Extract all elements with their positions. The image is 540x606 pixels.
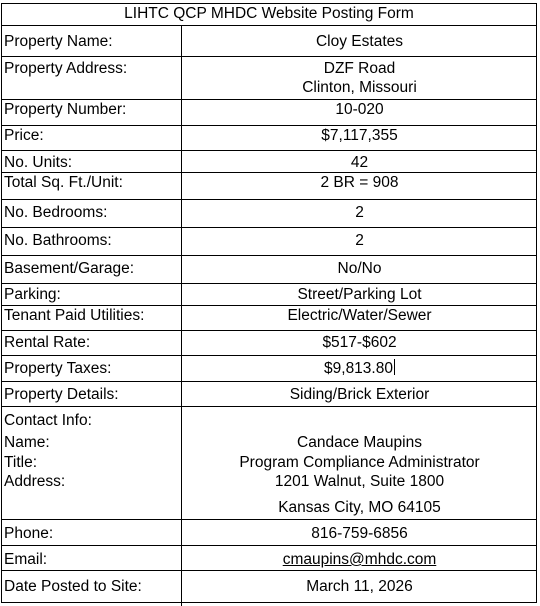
value-address-line1: DZF Road	[323, 60, 396, 77]
value-contact-name: Candace Maupins	[297, 434, 422, 451]
value-contact-address2: Kansas City, MO 64105	[278, 499, 441, 516]
label-units: No. Units:	[4, 154, 73, 171]
label-bedrooms: No. Bedrooms:	[4, 204, 108, 221]
value-bathrooms: 2	[355, 232, 364, 249]
label-rental-rate: Rental Rate:	[4, 334, 91, 351]
label-property-name: Property Name:	[4, 33, 113, 50]
value-phone: 816-759-6856	[311, 525, 408, 542]
label-basement-garage: Basement/Garage:	[4, 260, 135, 277]
label-utilities: Tenant Paid Utilities:	[4, 307, 145, 324]
form-title: LIHTC QCP MHDC Website Posting Form	[1, 3, 537, 26]
row-divider	[1, 150, 537, 151]
label-contact-address: Address:	[4, 473, 66, 490]
value-property-name: Cloy Estates	[315, 33, 403, 50]
value-property-taxes: $9,813.80	[324, 360, 393, 377]
row-divider	[1, 406, 537, 407]
value-price: $7,117,355	[321, 127, 398, 144]
row-divider	[1, 570, 537, 571]
value-address-line2: Clinton, Missouri	[302, 79, 417, 96]
value-parking: Street/Parking Lot	[297, 286, 422, 303]
value-rental-rate: $517-$602	[322, 334, 397, 351]
row-divider	[1, 227, 537, 228]
label-contact-name: Name:	[4, 434, 50, 451]
label-contact-info: Contact Info:	[4, 412, 92, 429]
row-divider	[1, 255, 537, 256]
text-cursor	[394, 359, 395, 375]
value-basement-garage: No/No	[337, 260, 382, 277]
label-email: Email:	[4, 551, 48, 568]
row-divider	[1, 381, 537, 382]
value-contact-address1: 1201 Walnut, Suite 1800	[274, 473, 445, 490]
row-divider	[1, 545, 537, 546]
row-divider	[1, 199, 537, 200]
label-property-taxes: Property Taxes:	[4, 360, 112, 377]
value-units: 42	[350, 154, 369, 171]
label-price: Price:	[4, 127, 44, 144]
label-contact-title: Title:	[4, 454, 38, 471]
value-date-posted: March 11, 2026	[306, 578, 413, 595]
row-divider	[1, 519, 537, 520]
value-bedrooms: 2	[355, 204, 364, 221]
label-phone: Phone:	[4, 525, 54, 542]
label-sqft: Total Sq. Ft./Unit:	[4, 174, 123, 191]
label-property-address: Property Address:	[4, 60, 128, 77]
value-sqft: 2 BR = 908	[320, 174, 399, 191]
row-divider	[1, 355, 537, 356]
label-property-details: Property Details:	[4, 386, 119, 403]
row-divider	[1, 283, 537, 284]
value-contact-title: Program Compliance Administrator	[239, 454, 480, 471]
row-divider	[1, 56, 537, 57]
label-bathrooms: No. Bathrooms:	[4, 232, 112, 249]
label-parking: Parking:	[4, 286, 61, 303]
label-date-posted: Date Posted to Site:	[4, 578, 142, 595]
email-link[interactable]: cmaupins@mhdc.com	[282, 551, 437, 568]
value-property-number: 10-020	[335, 101, 384, 118]
taxes-field[interactable]	[182, 359, 537, 378]
value-utilities: Electric/Water/Sewer	[287, 307, 432, 324]
label-property-number: Property Number:	[4, 101, 127, 118]
value-property-details: Siding/Brick Exterior	[289, 386, 430, 403]
row-divider	[1, 330, 537, 331]
